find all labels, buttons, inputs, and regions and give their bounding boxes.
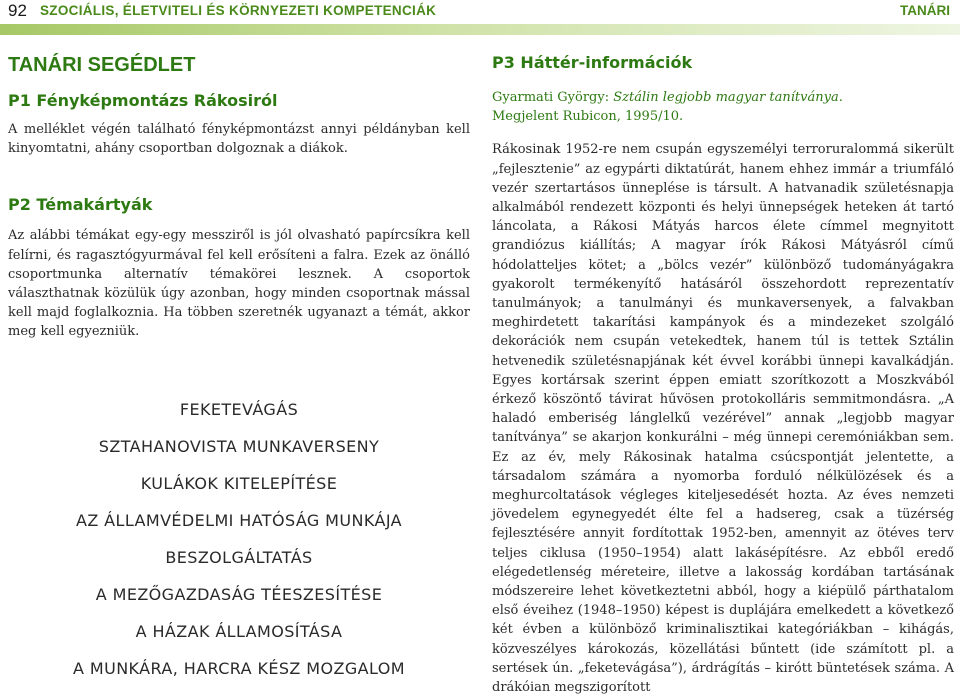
header-gradient-bar	[0, 24, 960, 35]
p1-heading: P1 Fényképmontázs Rákosiról	[8, 91, 278, 110]
page-header	[0, 0, 960, 24]
source-citation	[492, 88, 954, 126]
topic-card-5: BESZOLGÁLTATÁS	[165, 548, 313, 567]
topic-card-1: FEKETEVÁGÁS	[179, 400, 299, 419]
p2-paragraph: Az alábbi témákat egy-egy messziről is jól olvasható papírcsíkra kell felírni, és ragasztógyurmával fel kell erősíteni a falra. Ezek az önálló csoportmunka alternatív témakörei lesznek. A csoportok választhatnak közülük úgy azonban, hogy minden csoportnak mással kell majd foglalkoznia. Ha többen szeretnék ugyanazt a témát, akkor meg kell egyezniük.	[8, 228, 470, 340]
source-title-text: Sztálin legjobb magyar tanítványa.	[613, 90, 843, 105]
p1-paragraph: A melléklet végén található fényképmontázst annyi példányban kell kinyomtatni, ahány csoportban dolgoznak a diákok.	[8, 122, 470, 157]
background-text: Rákosinak 1952-re nem csupán egyszemélyi terroruralommá sikerült „fejlesztenie” az egypárti diktatúrát, hanem ehhez immár a triumfáló vezér szertartásos ünneplése is társult. A hatvanadik születésnapja alkalmából rendezett központi és helyi ünnepségek heteken át tartó láncolata, a Rákosi Mátyás harcos élete címmel megnyitott grandiózus kiállítás; A magyar írók Rákosi Mátyásról című hódolatteljes kötet; a „bölcs vezér” különböző tudományágakra gyakorolt termékenyítő hatásáról összehordott reprezentatív tanulmányok; a tanulmányi és munkaversenyek, a falvakban meghirdetett takarítási kampányok és a mindezeket szolgáló dekorációk nem csupán vetekedtek, hanem túl is tettek Sztálin hetvenedik születésnapjának két évvel korábbi ünnepi kavalkádján. Egyes kortársak szerint éppen emiatt szorítkozott a Moszkvából érkező köszöntő távirat hűvösen protokolláris semmitmondásra. „A haladó emberiség lánglelkű vezérével” annak „legjobb magyar tanítványa” se akarjon konkurálni – még ünnepi ceremóniákban sem. Ez az év, mely Rákosinak hatalma csúcspontját jelentette, a társadalom számára a nyomorba forduló nélkülözések és a meghurcoltatások végleges kiteljesedését hozta. Az éves nemzeti jövedelem egynegyedét élte fel a hadsereg, csak a tüzérség fejlesztésére annyit fordítottak 1952-ben, amennyit az ötéves terv teljes ciklusa (1950–1954) alatt lakásépítésre. Az ebből eredő elégedetlenség méreteire, illetve a lakosság kordában tartásának módszereire lehet következtetni abból, hogy a kiépülő párthatalom első éveihez (1948–1950) képest is duplájára emelkedett a következő két évben a különböző kriminalisztikai kategóriákban – kihágás, közveszélyes károkozás, közellátási bűntett (ide számított pl. a sertések ún. „feketevágása”), árdrágítás – kirótt büntetések száma. A drákóian megszigorított	[492, 142, 954, 696]
p3-heading: P3 Háttér-információk	[492, 53, 693, 72]
source-publication: Megjelent Rubicon, 1995/10.	[492, 109, 684, 125]
page-title: TANÁRI SEGÉDLET	[8, 54, 196, 76]
running-right-label: TANÁRI	[900, 3, 950, 18]
topic-card-8: A MUNKÁRA, HARCRA KÉSZ MOZGALOM	[73, 659, 405, 678]
p2-heading: P2 Témakártyák	[8, 195, 153, 215]
topic-card-4: AZ ÁLLAMVÉDELMI HATÓSÁG MUNKÁJA	[75, 511, 403, 530]
topic-card-6: A MEZŐGAZDASÁG TÉESZESÍTÉSE	[95, 585, 383, 604]
topic-card-7: A HÁZAK ÁLLAMOSÍTÁSA	[135, 622, 343, 641]
running-title: SZOCIÁLIS, ÉLETVITELI ÉS KÖRNYEZETI KOMPETENCIÁK	[40, 3, 437, 18]
source-title	[613, 90, 843, 105]
left-column	[8, 52, 470, 342]
topic-card-3: KULÁKOK KITELEPÍTÉSE	[140, 474, 338, 493]
topic-card-2: SZTAHANOVISTA MUNKAVERSENY	[98, 437, 380, 456]
source-author: Gyarmati György:	[492, 90, 614, 105]
right-column	[492, 52, 954, 697]
page-number: 92	[8, 1, 27, 20]
